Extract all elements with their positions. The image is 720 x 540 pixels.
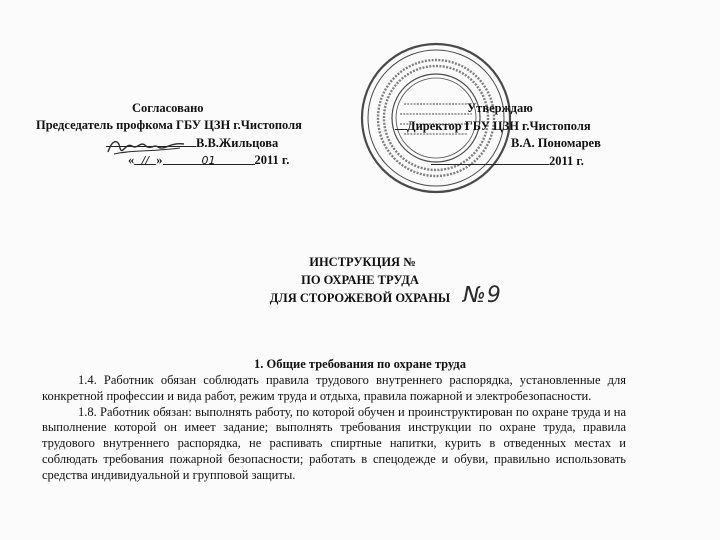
title-line-1: ИНСТРУКЦИЯ № xyxy=(309,255,416,269)
approval-right-block xyxy=(395,100,695,170)
approval-right-name: В.А. Пономарев xyxy=(511,136,601,150)
paragraph-1-4: 1.4. Работник обязан соблюдать правила трудового внутреннего распорядка, установленные для конкретной профессии и вида работ, режим труда и отдыха, правила пожарной и электробезопасности. xyxy=(42,373,626,403)
approval-left-heading: Согласовано xyxy=(132,101,204,115)
document-title xyxy=(0,253,720,307)
date-close-quote: » xyxy=(156,153,163,167)
approval-right-name-row xyxy=(395,135,695,152)
date-line xyxy=(431,152,549,165)
title-line-3: ДЛЯ СТОРОЖЕВОЙ ОХРАНЫ xyxy=(269,291,451,305)
approval-right-heading: Утверждаю xyxy=(467,101,533,115)
approval-left-name: В.В.Жильцова xyxy=(196,136,279,150)
title-line-2: ПО ОХРАНЕ ТРУДА xyxy=(301,273,419,287)
approval-left-position: Председатель профкома ГБУ ЦЗН г.Чистополя xyxy=(36,118,302,132)
handwritten-number-text: №9 xyxy=(463,283,502,308)
date-month-handwritten: 01 xyxy=(163,152,255,165)
paragraph-1-8: 1.8. Работник обязан: выполнять работу, по которой обучен и проинструктирован по охране труда и на выполнение которой он имеет задание; выполнять требования инструкции по охране труда, правила трудового внутреннего распорядка, не распивать спиртные напитки, курить в отведенных местах и соблюдать требования пожарной безопасности; работать в спецодежде и обуви, правильно использовать средства индивидуальной и групповой защиты. xyxy=(42,404,626,482)
approval-right-position: Директор ГБУ ЦЗН г.Чистополя xyxy=(407,119,591,133)
approval-right-date-row xyxy=(395,152,695,170)
date-open-quote: « xyxy=(128,153,135,167)
section-body xyxy=(42,373,626,484)
handwritten-number xyxy=(463,283,523,311)
approval-right-position-row xyxy=(395,117,695,135)
handwritten-signature xyxy=(100,134,190,160)
approval-left-year: 2011 г. xyxy=(254,153,290,167)
position-line xyxy=(395,117,407,130)
section-heading: 1. Общие требования по охране труда xyxy=(254,357,466,371)
date-day-handwritten: // xyxy=(134,152,156,165)
approval-right-year: 2011 г. xyxy=(549,154,584,168)
